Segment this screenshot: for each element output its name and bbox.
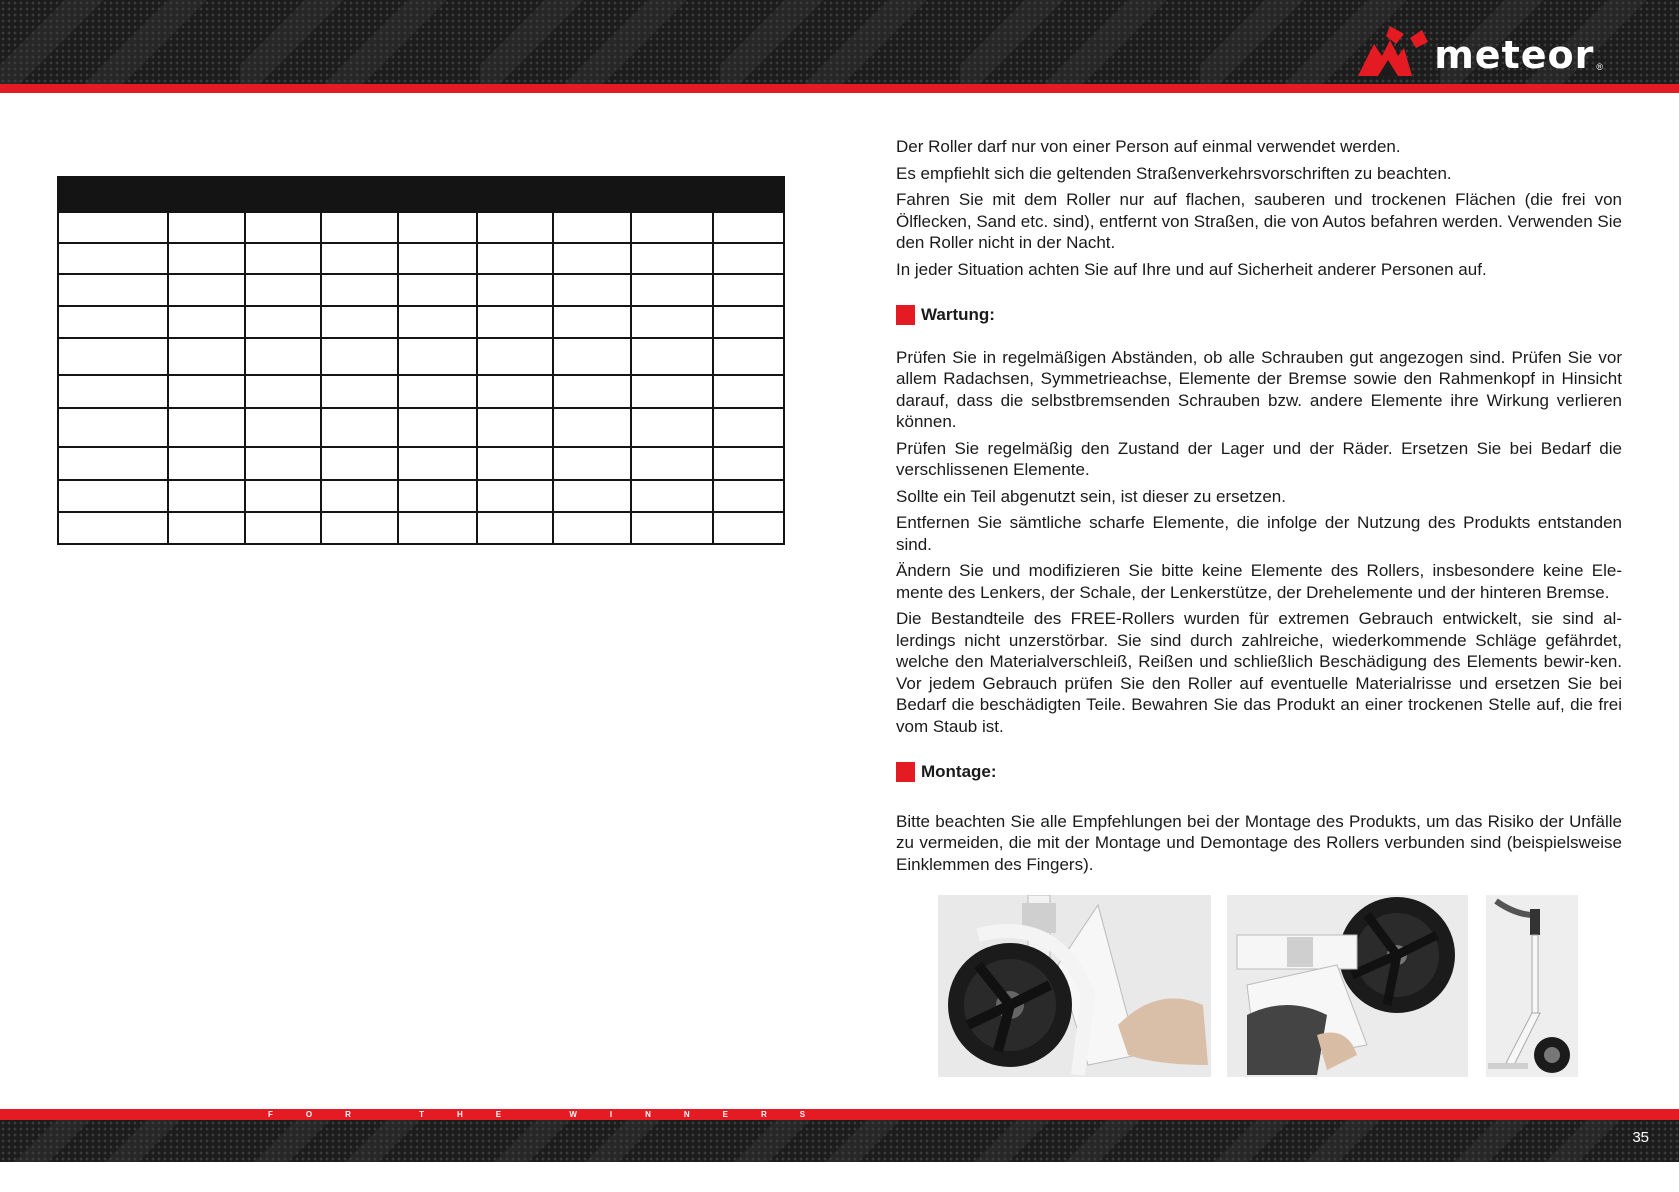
meteor-logo xyxy=(1352,18,1603,78)
table-row xyxy=(58,408,784,447)
section-heading-label: Wartung: xyxy=(921,305,995,324)
scooter-wheel-brake-image xyxy=(938,895,1211,1077)
footer-red-stripe xyxy=(0,1109,1679,1120)
logo-mark-icon xyxy=(1352,22,1430,78)
spec-table xyxy=(57,176,785,545)
page-number: 35 xyxy=(1632,1129,1649,1146)
table-row xyxy=(58,212,784,243)
wartung-paragraph: Entfernen Sie sämtliche scharfe Elemente, die infolge der Nutzung des Produkts entstanden sind. xyxy=(896,513,1622,554)
table-header-cell xyxy=(58,177,784,212)
header-red-stripe xyxy=(0,84,1679,93)
footer-band xyxy=(0,1120,1679,1162)
table-row xyxy=(58,243,784,274)
table-row xyxy=(58,306,784,338)
logo-wordmark: meteor xyxy=(1434,33,1595,77)
scooter-photo-brake xyxy=(938,895,1211,1077)
red-square-bullet-icon xyxy=(896,762,915,782)
wartung-paragraph: Prüfen Sie regelmäßig den Zustand der Lager und der Räder. Ersetzen Sie bei Bedarf die verschlissenen Elemente. xyxy=(896,438,1622,479)
intro-paragraph: Es empfiehlt sich die geltenden Straßenverkehrsvorschriften zu beachten. xyxy=(896,163,1452,183)
section-heading-label: Montage: xyxy=(921,762,997,781)
section-heading-montage xyxy=(896,761,1622,783)
table-row xyxy=(58,274,784,306)
footer-tagline: FOR THE WINNERS xyxy=(268,1110,839,1119)
table-row xyxy=(58,512,784,544)
wartung-paragraph: Ändern Sie und modifizieren Sie bitte keine Elemente des Rollers, insbesondere keine Ele-mente des Lenkers, der Schale, der Lenkerstütze, der Drehelemente und der hinteren Bremse. xyxy=(896,561,1622,602)
intro-paragraph: Der Roller darf nur von einer Person auf einmal verwendet werden. xyxy=(896,137,1401,156)
scooter-full-image xyxy=(1486,895,1578,1077)
table-row xyxy=(58,338,784,375)
section-heading-wartung xyxy=(896,304,1622,326)
scooter-photo-full xyxy=(1486,895,1578,1077)
scooter-folding-image xyxy=(1227,895,1468,1077)
montage-paragraph: Bitte beachten Sie alle Empfehlungen bei der Montage des Produkts, um das Risiko der Unfälle zu vermeiden, die mit der Montage und Demontage des Rollers verbunden sind (beispielsweise Einklemmen des Fingers). xyxy=(896,811,1622,874)
table-row xyxy=(58,375,784,408)
logo-registered-mark: ® xyxy=(1596,62,1603,72)
scooter-photo-fold xyxy=(1227,895,1468,1077)
wartung-paragraph: Die Bestandteile des FREE-Rollers wurden für extremen Gebrauch entwickelt, sie sind al-lerdings nicht unzerstörbar. Sie sind durch zahlreiche, wiederkommende Schläge gefährdet, welche den Materialverschleiß, Reißen und schließlich Beschädigung des Elements bewir-ken. Vor jedem Gebrauch prüfen Sie den Roller auf eventuelle Materialrisse und ersetzen Sie bei Bedarf die beschädigten Teile. Bewahren Sie das Produkt an einer trockenen Stelle auf, die frei vom Staub ist. xyxy=(896,609,1622,736)
intro-paragraph: Fahren Sie mit dem Roller nur auf flachen, sauberen und trockenen Flächen (die frei von Ölflecken, Sand etc. sind), entfernt von Straßen, die von Autos befahren werden. Verwenden Sie den Roller nicht in der Nacht. xyxy=(896,190,1622,252)
red-square-bullet-icon xyxy=(896,305,915,325)
intro-paragraph: In jeder Situation achten Sie auf Ihre und auf Sicherheit anderer Personen auf. xyxy=(896,259,1487,279)
manual-text-column xyxy=(896,136,1622,880)
wartung-paragraph: Sollte ein Teil abgenutzt sein, ist dieser zu ersetzen. xyxy=(896,486,1286,506)
wartung-paragraph: Prüfen Sie in regelmäßigen Abständen, ob alle Schrauben gut angezogen sind. Prüfen Sie vor allem Radachsen, Symmetrieachse, Elemente der Bremse sowie den Rahmenkopf in Hinsicht darauf, dass die selbstbremsenden Schrauben bzw. andere Elemente ihre Wirkung verlieren können. xyxy=(896,347,1622,431)
table-row xyxy=(58,480,784,512)
table-header-row xyxy=(58,177,784,212)
table-row xyxy=(58,447,784,480)
